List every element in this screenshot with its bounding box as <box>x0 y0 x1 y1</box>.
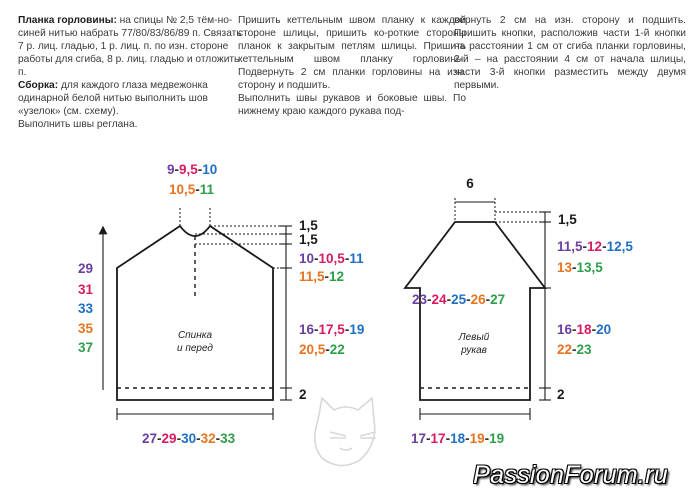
sleeve-hem-height: 2 <box>557 387 565 402</box>
cat-logo-icon <box>315 398 376 466</box>
sleeve-top-width: 6 <box>466 176 474 191</box>
sleeve-length-2: 22-23 <box>557 342 592 357</box>
sleeve-upper-width: 23-24-25-26-27 <box>412 292 506 307</box>
site-watermark: PassionForum.ru <box>473 461 668 489</box>
body-length-4: 35 <box>78 321 94 336</box>
body-dim-1-5-b: 1,5 <box>299 232 318 247</box>
body-dimension-lines <box>103 226 292 420</box>
sleeve-cap-height: 1,5 <box>558 212 577 227</box>
body-raglan-height-2: 11,5-12 <box>299 269 345 284</box>
body-raglan-height: 10-10,5-11 <box>299 251 364 266</box>
body-length-1: 29 <box>78 261 94 276</box>
paragraph-neckband: Планка горловины: на спицы № 2,5 тём-но-синей нитью набрать 77/80/83/86/89 п. Связать 7 р. лиц. гладью, 1 р. лиц. п. по изн. стороне работы для сгиба, 8 р. лиц. гладью и отложить п. <box>18 15 242 78</box>
body-label-line2: и перед <box>177 343 213 354</box>
paragraph-raglan: Выполнить швы реглана. <box>18 119 138 130</box>
paragraph-buttons: вернуть 2 см на изн. сторону и подшить. Пришить кнопки, расположив части 1-й кнопки на расстоянии 1 см от сгиба планки горловины, 2-й – на расстоянии 4 см от начала шлицы, части 3-й кнопки разместить между двумя первыми. <box>454 15 686 91</box>
body-neck-width: 9-9,5-10 <box>167 162 218 177</box>
sleeve-length: 16-18-20 <box>557 322 612 337</box>
body-neck-width-2: 10,5-11 <box>169 182 215 197</box>
body-hem-height: 2 <box>299 387 307 402</box>
sleeve-cuff-width: 17-17-18-19-19 <box>411 431 505 446</box>
sleeve-label-line2: рукав <box>461 345 487 356</box>
sleeve-label-line1: Левый <box>458 332 490 343</box>
body-label-line1: Спинка <box>177 330 213 341</box>
body-length-3: 33 <box>78 301 94 316</box>
sleeve-raglan-height-2: 13-13,5 <box>557 260 603 275</box>
body-length-2: 31 <box>78 282 94 297</box>
body-side-height-2: 20,5-22 <box>299 342 345 357</box>
body-width: 27-29-30-32-33 <box>142 431 236 446</box>
paragraph-sew-seams: Выполнить швы рукавов и боковые швы. По нижнему краю каждого рукава под- <box>238 93 466 117</box>
body-length-5: 37 <box>78 340 94 355</box>
body-piece-outline <box>117 208 273 400</box>
paragraph-sew-placket: Пришить кеттельным швом планку к каждой стороне шлицы, пришить ко-роткие стороны планок к закрытым петлям шлицы. Пришить кеттельным швом планку горловины. Подвернуть 2 см планки горловины на изн. сторону и подшить. <box>238 15 466 91</box>
body-side-height: 16-17,5-19 <box>299 322 365 337</box>
sleeve-raglan-height: 11,5-12-12,5 <box>557 239 633 254</box>
paragraph-assembly: Сборка: для каждого глаза медвежонка одинарной белой нитью выполнить шов «узелок» (см. схему). <box>18 80 208 117</box>
body-dim-1-5-a: 1,5 <box>299 218 318 233</box>
